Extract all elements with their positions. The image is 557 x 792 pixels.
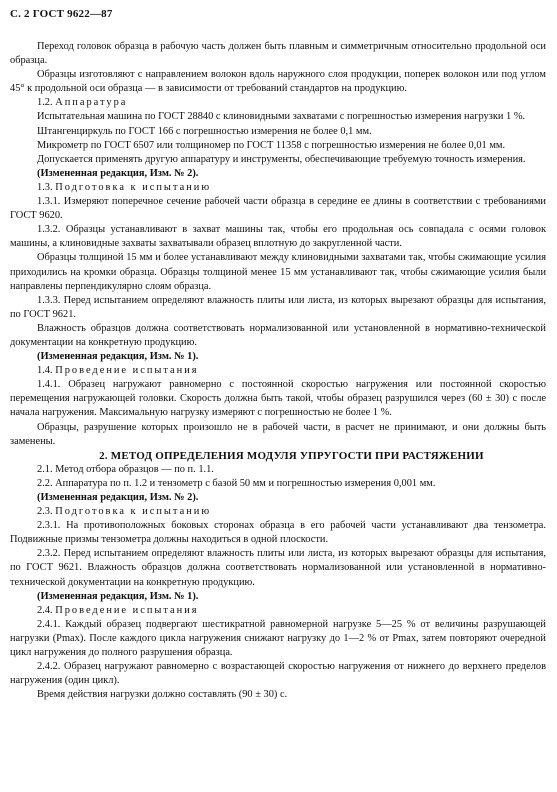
amendment-note: (Измененная редакция, Изм. № 1). (37, 590, 199, 602)
subsection-title: Подготовка к испытанию (55, 506, 212, 518)
paragraph: 1.3.1. Измеряют поперечное сечение рабочей части образца в середине ее длины в соответствии с требованиями ГОСТ 9620. (10, 196, 546, 222)
paragraph: Влажность образцов должна соответствовать нормализованной или установленной в нормативно-технической документации на конкретную продукцию. (10, 322, 546, 348)
paragraph: 2.4.1. Каждый образец подвергают шестикратной равномерной нагрузке 5—25 % от величины разрушающей нагрузки (Pmax). После каждого цикла нагружения снижают нагрузку до 1—2 % от Pmax, затем повторяют очередной цикл нагружения до полного разрушения образца. (10, 618, 546, 659)
page-header: С. 2 ГОСТ 9622—87 (10, 8, 113, 20)
paragraph: 2.2. Аппаратура по п. 1.2 и тензометр с базой 50 мм и погрешностью измерения 0,001 мм. (37, 477, 436, 489)
paragraph: Образцы изготовляют с направлением волокон вдоль наружного слоя продукции, поперек волокон или под углом 45° к продольной оси образца — в зависимости от требований стандартов на продукцию. (10, 69, 546, 95)
subsection-title: Подготовка к испытанию (55, 181, 212, 193)
paragraph: 2.3.1. На противоположных боковых сторонах образца в его рабочей части устанавливают два тензометра. Подвижные призмы тензометра должны находиться в одной плоскости. (10, 520, 546, 546)
paragraph: Переход головок образца в рабочую часть должен быть плавным и симметричным относительно продольной оси образца. (10, 41, 546, 67)
paragraph: Время действия нагрузки должно составлять (90 ± 30) с. (37, 689, 288, 701)
paragraph: Допускается применять другую аппаратуру и инструменты, обеспечивающие требуемую точность измерения. (37, 153, 526, 165)
subsection-heading (10, 181, 546, 195)
amendment-note: (Измененная редакция, Изм. № 1). (37, 351, 199, 363)
paragraph: Микрометр по ГОСТ 6507 или толщиномер по ГОСТ 11358 с погрешностью измерения не более 0,01 мм. (37, 139, 506, 151)
subsection-title: Проведение испытания (55, 604, 199, 616)
subsection-heading (10, 505, 546, 519)
subsection-heading (10, 604, 546, 618)
subsection-heading (10, 96, 546, 110)
paragraph: 1.3.3. Перед испытанием определяют влажность плиты или листа, из которых вырезают образцы для испытания, по ГОСТ 9621. (10, 294, 546, 320)
paragraph: 1.3.2. Образцы устанавливают в захват машины так, чтобы его продольная ось совпадала с осями головок машины, а клиновидные захваты захватывали образец вплотную до закругленной части. (10, 224, 546, 250)
paragraph: 2.4.2. Образец нагружают равномерно с возрастающей скоростью нагружения от нижнего до верхнего пределов нагружения (один цикл). (10, 661, 546, 687)
subsection-number: 1.3. (37, 181, 53, 193)
section-1 (10, 40, 546, 449)
amendment-note: (Измененная редакция, Изм. № 2). (37, 492, 199, 503)
subsection-number: 1.4. (37, 365, 53, 377)
paragraph: Образцы, разрушение которых произошло не в рабочей части, в расчет не принимают, и они должны быть заменены. (10, 421, 546, 447)
subsection-number: 2.4. (37, 604, 53, 616)
subsection-title: Аппаратура (55, 97, 128, 109)
document-body (10, 40, 546, 702)
subsection-heading (10, 364, 546, 378)
paragraph: Образцы толщиной 15 мм и более устанавливают между клиновидными захватами так, чтобы сжимающие усилия приходились на кромки образца. Образцы толщиной менее 15 мм устанавливают так, чтобы сжимающие усилия были направлены перпендикулярно слоям образца. (10, 252, 546, 292)
paragraph: Штангенциркуль по ГОСТ 166 с погрешностью измерения не более 0,1 мм. (37, 125, 372, 137)
paragraph: 1.4.1. Образец нагружают равномерно с постоянной скоростью нагружения или постоянной скоростью перемещения нагружающей головки. Скорость должна быть такой, чтобы образец разрушился через (60 ± 30) с после начала нагружения. Максимальную нагрузку измеряют с погрешностью не более 1 %. (10, 379, 546, 419)
paragraph: Испытательная машина по ГОСТ 28840 с клиновидными захватами с погрешностью измерения нагрузки 1 %. (37, 111, 526, 123)
subsection-title: Проведение испытания (55, 365, 199, 377)
subsection-number: 1.2. (37, 97, 53, 109)
subsection-number: 2.3. (37, 506, 53, 518)
paragraph: 2.3.2. Перед испытанием определяют влажность плиты или листа, из которых вырезают образцы для испытания, по ГОСТ 9621. Влажность образцов должна соответствовать нормализованной или установленной в нормативно-технической документации на конкретную продукцию. (10, 548, 546, 588)
amendment-note: (Измененная редакция, Изм. № 2). (37, 167, 199, 179)
section-2-title: 2. МЕТОД ОПРЕДЕЛЕНИЯ МОДУЛЯ УПРУГОСТИ ПРИ РАСТЯЖЕНИИ (99, 449, 484, 462)
section-2 (10, 463, 546, 703)
paragraph: 2.1. Метод отбора образцов — по п. 1.1. (37, 463, 214, 475)
